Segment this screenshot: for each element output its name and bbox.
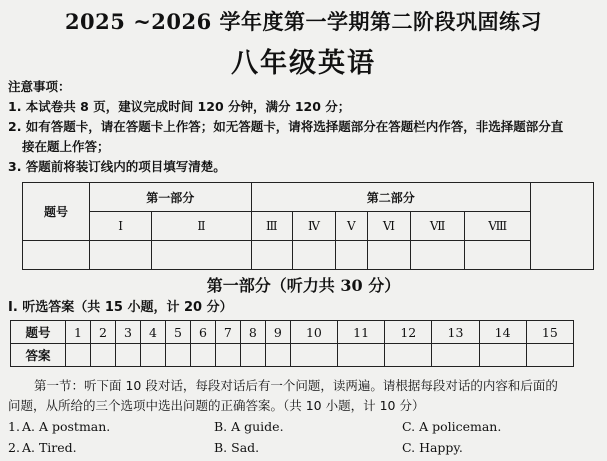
note-item-3: 3. 答题前将装订线内的项目填写清楚。 [8, 159, 226, 174]
question-number: 15 [526, 321, 573, 344]
note-item-2-cont: 接在题上作答； [22, 139, 110, 154]
subject-title: 八年级英语 [231, 48, 376, 79]
question-2-number: 2. [8, 440, 20, 455]
question-1-option-b[interactable]: B. A guide. [214, 419, 284, 434]
score-cell[interactable] [335, 241, 367, 270]
instructions-line-1: 第一节：听下面 10 段对话，每段对话后有一个问题，读两遍。请根据每段对话的内容和后面的 [34, 378, 558, 393]
answer-cell[interactable] [290, 344, 337, 367]
score-part2-label: 第二部分 [251, 183, 530, 212]
question-1-number: 1. [8, 419, 20, 434]
answer-cell[interactable] [66, 344, 91, 367]
question-number: 4 [140, 321, 165, 344]
score-numeral: Ⅶ [410, 212, 464, 241]
question-number: 9 [265, 321, 290, 344]
score-cell[interactable] [152, 241, 251, 270]
question-number: 1 [66, 321, 91, 344]
score-cell[interactable] [465, 241, 531, 270]
answer-row-label: 答案 [11, 344, 66, 367]
score-numeral: Ⅵ [367, 212, 410, 241]
answer-cell[interactable] [432, 344, 479, 367]
question-number: 5 [165, 321, 190, 344]
answer-cell[interactable] [140, 344, 165, 367]
answer-cell[interactable] [90, 344, 115, 367]
answer-cell[interactable] [526, 344, 573, 367]
score-part1-label: 第一部分 [90, 183, 252, 212]
answer-cell[interactable] [165, 344, 190, 367]
score-numeral: Ⅳ [293, 212, 336, 241]
note-item-2: 2. 如有答题卡，请在答题卡上作答；如无答题卡，请将选择题部分在答题栏内作答，非选择题部分直 [8, 119, 564, 134]
answer-cell[interactable] [385, 344, 432, 367]
score-cell[interactable] [367, 241, 410, 270]
answer-cell[interactable] [115, 344, 140, 367]
question-number: 3 [115, 321, 140, 344]
answer-cell[interactable] [479, 344, 526, 367]
score-cell[interactable] [410, 241, 464, 270]
section1-heading: Ⅰ. 听选答案（共 15 小题，计 20 分） [8, 300, 233, 315]
score-col-label: 题号 [23, 183, 90, 241]
score-numeral: Ⅱ [152, 212, 251, 241]
score-cell[interactable] [293, 241, 336, 270]
question-number: 14 [479, 321, 526, 344]
question-2-option-a[interactable]: A. Tired. [22, 440, 77, 455]
score-table [22, 182, 594, 270]
answer-cell[interactable] [265, 344, 290, 367]
score-cell[interactable] [251, 241, 292, 270]
question-1-option-c[interactable]: C. A policeman. [402, 419, 502, 434]
question-number: 12 [385, 321, 432, 344]
score-numeral: Ⅰ [90, 212, 152, 241]
answer-cell[interactable] [190, 344, 215, 367]
part1-title: 第一部分（听力共 30 分） [206, 276, 401, 295]
answer-cell[interactable] [215, 344, 240, 367]
question-number: 13 [432, 321, 479, 344]
question-number: 10 [290, 321, 337, 344]
exam-term-title: 2025 ~2026 学年度第一学期第二阶段巩固练习 [64, 9, 543, 34]
score-numeral: Ⅴ [335, 212, 367, 241]
question-number: 7 [215, 321, 240, 344]
score-blank[interactable] [23, 241, 90, 270]
question-2-option-b[interactable]: B. Sad. [214, 440, 260, 455]
question-number: 11 [338, 321, 385, 344]
question-number: 2 [90, 321, 115, 344]
score-numeral: Ⅷ [465, 212, 531, 241]
answer-row-label: 题号 [11, 321, 66, 344]
question-number: 8 [240, 321, 265, 344]
question-number: 6 [190, 321, 215, 344]
notes-heading: 注意事项： [8, 79, 71, 94]
score-total-cell[interactable] [531, 183, 594, 270]
score-cell[interactable] [90, 241, 152, 270]
answer-cell[interactable] [338, 344, 385, 367]
score-numeral: Ⅲ [251, 212, 292, 241]
answer-cell[interactable] [240, 344, 265, 367]
question-2-option-c[interactable]: C. Happy. [402, 440, 463, 455]
note-item-1: 1. 本试卷共 8 页，建议完成时间 120 分钟，满分 120 分； [8, 99, 351, 114]
question-1-option-a[interactable]: A. A postman. [22, 419, 111, 434]
answer-table [10, 320, 574, 367]
instructions-line-2: 问题，从所给的三个选项中选出问题的正确答案。（共 10 小题，计 10 分） [8, 398, 425, 413]
